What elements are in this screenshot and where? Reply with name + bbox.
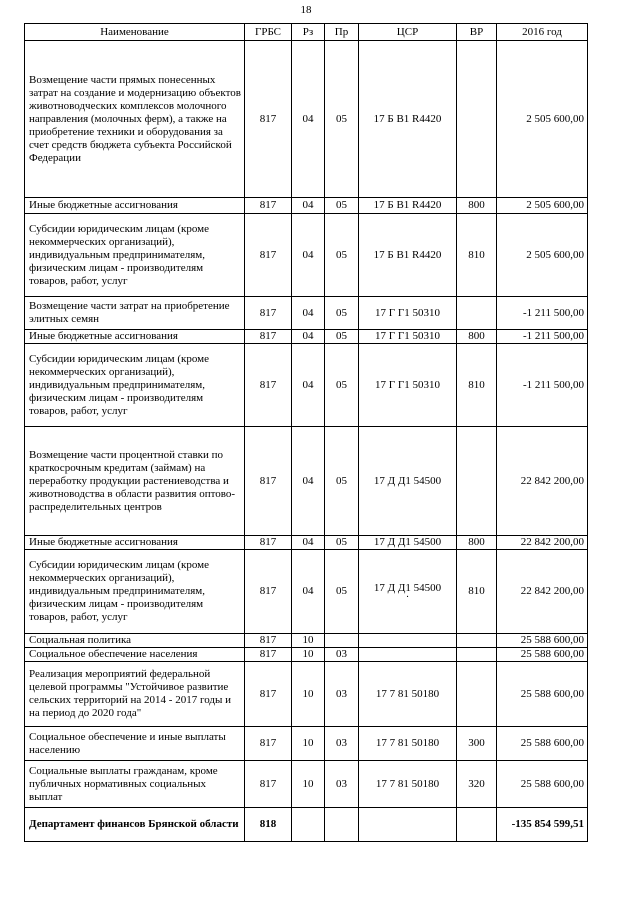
table-row — [25, 330, 588, 344]
row-vr — [457, 41, 497, 198]
row-grbs: 817 — [245, 634, 292, 648]
row-rz: 10 — [292, 662, 325, 727]
row-csr: 17 7 81 50180 — [359, 727, 457, 761]
row-vr: 800 — [457, 536, 497, 550]
row-grbs: 817 — [245, 536, 292, 550]
row-grbs: 817 — [245, 761, 292, 808]
row-amount: -1 211 500,00 — [497, 344, 588, 427]
row-grbs: 817 — [245, 41, 292, 198]
row-amount: 25 588 600,00 — [497, 761, 588, 808]
row-amount: 25 588 600,00 — [497, 727, 588, 761]
row-csr — [359, 808, 457, 842]
row-csr: 17 Д Д1 54500 — [359, 536, 457, 550]
row-csr: 17 Г Г1 50310 — [359, 330, 457, 344]
row-vr — [457, 662, 497, 727]
row-csr: 17 Б В1 R4420 — [359, 214, 457, 297]
row-name: Социальная политика — [25, 634, 245, 648]
row-vr: 300 — [457, 727, 497, 761]
column-header-grbs: ГРБС — [245, 24, 292, 41]
row-grbs: 817 — [245, 727, 292, 761]
row-vr — [457, 808, 497, 842]
row-pr: 05 — [325, 41, 359, 198]
row-amount: 22 842 200,00 — [497, 550, 588, 634]
row-amount: 25 588 600,00 — [497, 634, 588, 648]
row-csr-value: 17 Д Д1 54500 — [373, 582, 442, 594]
row-grbs: 817 — [245, 550, 292, 634]
row-rz: 04 — [292, 550, 325, 634]
row-pr: 03 — [325, 761, 359, 808]
column-header-year: 2016 год — [497, 24, 588, 41]
row-csr — [359, 550, 457, 634]
row-rz: 04 — [292, 214, 325, 297]
table-row — [25, 41, 588, 198]
row-pr: 05 — [325, 536, 359, 550]
row-grbs: 817 — [245, 330, 292, 344]
row-name: Иные бюджетные ассигнования — [25, 198, 245, 214]
row-rz: 04 — [292, 297, 325, 330]
row-rz: 04 — [292, 198, 325, 214]
row-rz — [292, 808, 325, 842]
page-number: 18 — [300, 4, 312, 16]
row-vr: 810 — [457, 550, 497, 634]
row-name: Возмещение части процентной ставки по краткосрочным кредитам (займам) на переработку продукции растениеводства и животноводства в области развития оптово-распределительных центров — [25, 427, 245, 536]
table-row-total — [25, 808, 588, 842]
row-rz: 10 — [292, 761, 325, 808]
row-name: Субсидии юридическим лицам (кроме некоммерческих организаций), индивидуальным предпринимателям, физическим лицам - производителям товаров, работ, услуг — [25, 344, 245, 427]
row-vr: 800 — [457, 198, 497, 214]
row-amount: 2 505 600,00 — [497, 214, 588, 297]
row-csr: 17 7 81 50180 — [359, 761, 457, 808]
row-pr: 05 — [325, 550, 359, 634]
row-amount: -1 211 500,00 — [497, 330, 588, 344]
row-pr: 05 — [325, 330, 359, 344]
row-csr: 17 Д Д1 54500 — [359, 427, 457, 536]
row-rz: 04 — [292, 330, 325, 344]
row-amount: 25 588 600,00 — [497, 648, 588, 662]
row-rz: 04 — [292, 344, 325, 427]
row-rz: 04 — [292, 536, 325, 550]
row-amount: 2 505 600,00 — [497, 41, 588, 198]
row-pr: 03 — [325, 662, 359, 727]
column-header-vr: ВР — [457, 24, 497, 41]
row-pr: 05 — [325, 214, 359, 297]
row-vr — [457, 427, 497, 536]
table-row — [25, 198, 588, 214]
row-grbs: 817 — [245, 427, 292, 536]
row-amount: -135 854 599,51 — [497, 808, 588, 842]
row-amount: 25 588 600,00 — [497, 662, 588, 727]
row-name: Социальные выплаты гражданам, кроме публичных нормативных социальных выплат — [25, 761, 245, 808]
row-csr — [359, 634, 457, 648]
table-row — [25, 214, 588, 297]
row-name: Возмещение части прямых понесенных затрат на создание и модернизацию объектов животноводческих комплексов молочного направления (молочных ферм), а также на приобретение техники и оборудования за счет средств бюджета субъекта Российской Федерации — [25, 41, 245, 198]
budget-table — [24, 23, 588, 842]
row-amount: 22 842 200,00 — [497, 427, 588, 536]
row-csr: 17 7 81 50180 — [359, 662, 457, 727]
row-vr — [457, 648, 497, 662]
row-pr: 03 — [325, 648, 359, 662]
row-vr: 810 — [457, 214, 497, 297]
row-name: Социальное обеспечение и иные выплаты населению — [25, 727, 245, 761]
column-header-name: Наименование — [25, 24, 245, 41]
row-rz: 04 — [292, 427, 325, 536]
row-name: Субсидии юридическим лицам (кроме некоммерческих организаций), индивидуальным предпринимателям, физическим лицам - производителям товаров, работ, услуг — [25, 214, 245, 297]
row-csr: 17 Б В1 R4420 — [359, 198, 457, 214]
table-row — [25, 727, 588, 761]
row-rz: 10 — [292, 634, 325, 648]
table-header-row — [25, 24, 588, 41]
table-row — [25, 634, 588, 648]
row-grbs: 817 — [245, 662, 292, 727]
table-row — [25, 536, 588, 550]
row-pr — [325, 634, 359, 648]
row-pr — [325, 808, 359, 842]
row-amount: 2 505 600,00 — [497, 198, 588, 214]
row-vr: 810 — [457, 344, 497, 427]
table-row — [25, 761, 588, 808]
row-rz: 10 — [292, 727, 325, 761]
row-csr: 17 Г Г1 50310 — [359, 297, 457, 330]
row-amount: -1 211 500,00 — [497, 297, 588, 330]
row-grbs: 817 — [245, 297, 292, 330]
row-grbs: 818 — [245, 808, 292, 842]
row-name: Социальное обеспечение населения — [25, 648, 245, 662]
table-row — [25, 662, 588, 727]
row-name: Возмещение части затрат на приобретение элитных семян — [25, 297, 245, 330]
row-vr — [457, 634, 497, 648]
row-pr: 05 — [325, 198, 359, 214]
row-csr: 17 Б В1 R4420 — [359, 41, 457, 198]
row-pr: 03 — [325, 727, 359, 761]
row-pr: 05 — [325, 344, 359, 427]
row-pr: 05 — [325, 427, 359, 536]
table-row — [25, 297, 588, 330]
row-csr — [359, 648, 457, 662]
table-row — [25, 550, 588, 634]
row-name: Субсидии юридическим лицам (кроме некоммерческих организаций), индивидуальным предпринимателям, физическим лицам - производителям товаров, работ, услуг — [25, 550, 245, 634]
row-csr: 17 Г Г1 50310 — [359, 344, 457, 427]
table-row — [25, 648, 588, 662]
row-amount: 22 842 200,00 — [497, 536, 588, 550]
stray-dot-mark: · — [405, 592, 410, 603]
row-name: Департамент финансов Брянской области — [25, 808, 245, 842]
row-vr: 320 — [457, 761, 497, 808]
row-rz: 10 — [292, 648, 325, 662]
column-header-rz: Рз — [292, 24, 325, 41]
row-grbs: 817 — [245, 214, 292, 297]
row-grbs: 817 — [245, 648, 292, 662]
row-name: Иные бюджетные ассигнования — [25, 536, 245, 550]
row-vr — [457, 297, 497, 330]
row-vr: 800 — [457, 330, 497, 344]
table-row — [25, 344, 588, 427]
column-header-csr: ЦСР — [359, 24, 457, 41]
row-grbs: 817 — [245, 344, 292, 427]
row-grbs: 817 — [245, 198, 292, 214]
row-name: Реализация мероприятий федеральной целевой программы "Устойчивое развитие сельских территорий на 2014 - 2017 годы и на период до 2020 года" — [25, 662, 245, 727]
column-header-pr: Пр — [325, 24, 359, 41]
row-pr: 05 — [325, 297, 359, 330]
row-rz: 04 — [292, 41, 325, 198]
table-row — [25, 427, 588, 536]
row-name: Иные бюджетные ассигнования — [25, 330, 245, 344]
